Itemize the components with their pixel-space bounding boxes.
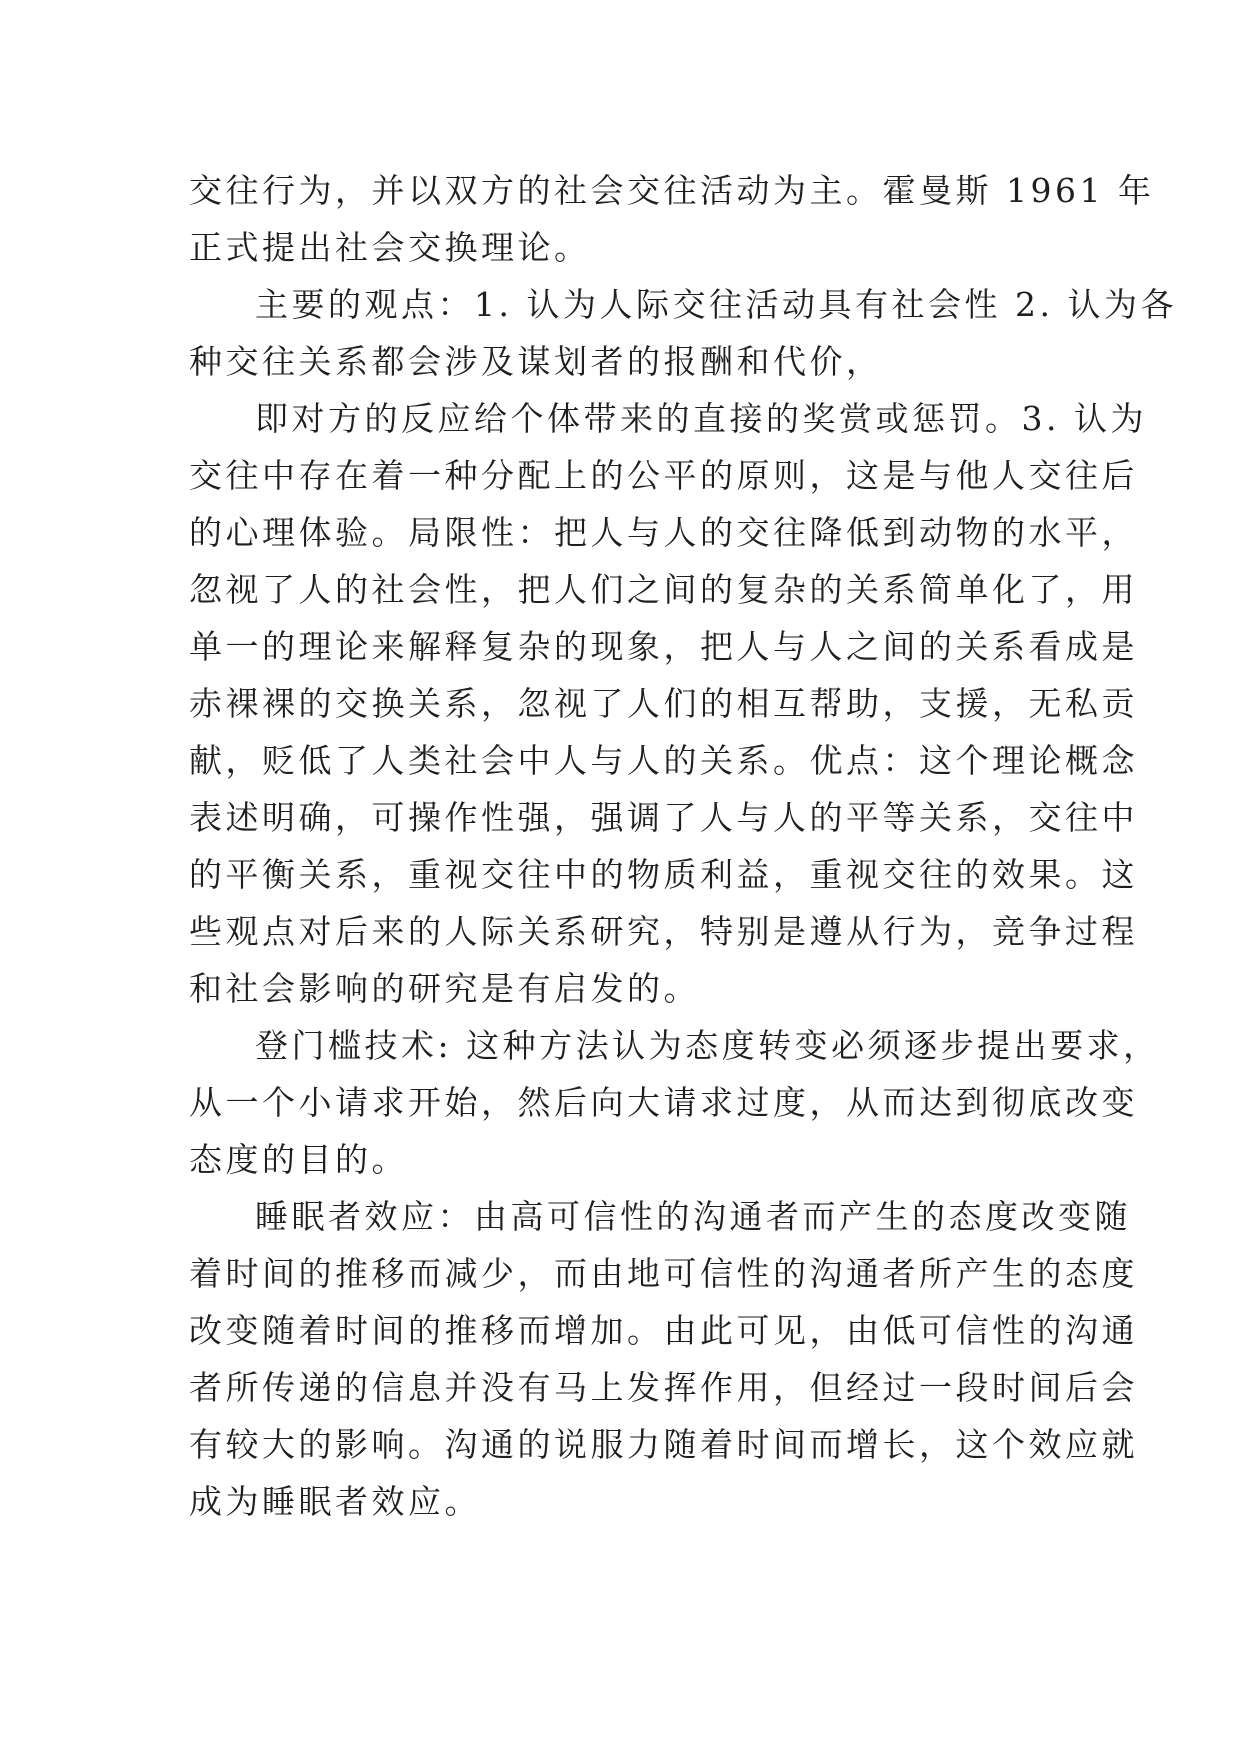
text-line: 有较大的影响。沟通的说服力随着时间而增长，这个效应就	[189, 1425, 1138, 1464]
paragraph-limitations-and-merits	[189, 390, 1147, 1017]
paragraph-sleeper-effect	[189, 1188, 1138, 1530]
text-line: 种交往关系都会涉及谋划者的报酬和代价，	[189, 342, 883, 381]
text-line: 的平衡关系，重视交往中的物质利益，重视交往的效果。这	[189, 855, 1138, 894]
text-line: 睡眠者效应：由高可信性的沟通者而产生的态度改变随	[255, 1197, 1131, 1236]
text-line: 忽视了人的社会性，把人们之间的复杂的关系简单化了，用	[189, 570, 1138, 609]
text-line: 交往中存在着一种分配上的公平的原则，这是与他人交往后	[189, 456, 1138, 495]
text-line: 正式提出社会交换理论。	[189, 228, 591, 267]
body-text	[189, 162, 1177, 1530]
text-line: 者所传递的信息并没有马上发挥作用，但经过一段时间后会	[189, 1368, 1138, 1407]
text-line: 从一个小请求开始，然后向大请求过度，从而达到彻底改变	[189, 1083, 1138, 1122]
text-line: 改变随着时间的推移而增加。由此可见，由低可信性的沟通	[189, 1311, 1138, 1350]
text-line: 些观点对后来的人际关系研究，特别是遵从行为，竞争过程	[189, 912, 1138, 951]
paragraph-social-exchange-intro	[189, 162, 1155, 276]
paragraph-main-viewpoints	[189, 276, 1177, 390]
paragraph-foot-in-the-door	[189, 1017, 1160, 1188]
text-line: 即对方的反应给个体带来的直接的奖赏或惩罚。3. 认为	[255, 399, 1147, 438]
text-line: 献，贬低了人类社会中人与人的关系。优点：这个理论概念	[189, 741, 1138, 780]
text-line: 态度的目的。	[189, 1140, 408, 1179]
text-line: 交往行为，并以双方的社会交往活动为主。霍曼斯 1961 年	[189, 171, 1155, 210]
text-line: 着时间的推移而减少，而由地可信性的沟通者所产生的态度	[189, 1254, 1138, 1293]
text-line: 单一的理论来解释复杂的现象，把人与人之间的关系看成是	[189, 627, 1138, 666]
text-line: 表述明确，可操作性强，强调了人与人的平等关系，交往中	[189, 798, 1138, 837]
text-line: 的心理体验。局限性：把人与人的交往降低到动物的水平，	[189, 513, 1138, 552]
text-line: 登门槛技术: 这种方法认为态度转变必须逐步提出要求，	[255, 1026, 1160, 1065]
text-line: 赤裸裸的交换关系，忽视了人们的相互帮助，支援，无私贡	[189, 684, 1138, 723]
text-line: 和社会影响的研究是有启发的。	[189, 969, 700, 1008]
text-line: 主要的观点：1. 认为人际交往活动具有社会性 2. 认为各	[255, 285, 1177, 324]
text-line: 成为睡眠者效应。	[189, 1482, 481, 1521]
